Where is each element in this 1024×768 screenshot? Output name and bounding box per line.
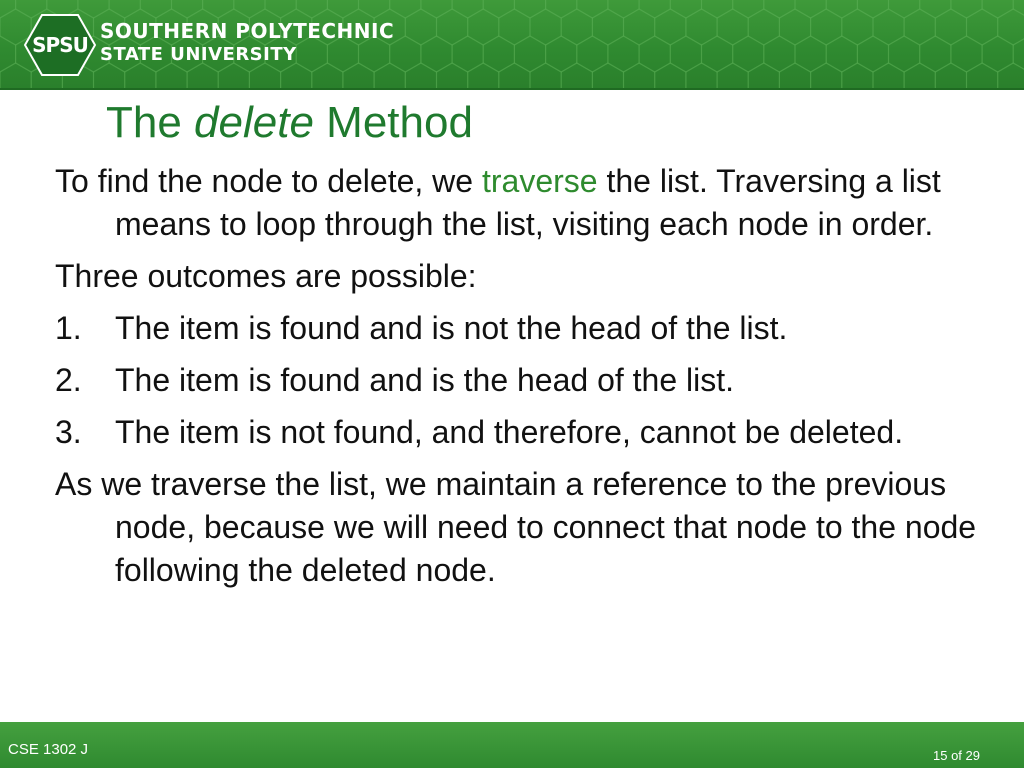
hexagon-shape [421,0,452,18]
hexagon-shape [561,63,592,90]
outcome-text: The item is not found, and therefore, cannot be deleted. [115,414,904,450]
hexagon-shape [468,9,499,45]
hexagon-shape [795,0,826,18]
hexagon-shape [811,9,842,45]
hexagon-shape [920,0,951,18]
hexagon-shape [452,36,483,72]
hexagon-shape [873,9,904,45]
hexagon-shape [889,0,920,18]
intro-text-start: To find the node to delete, we [55,163,482,199]
hexagon-shape [172,0,203,18]
hexagon-shape [624,9,655,45]
hexagon-shape [530,9,561,45]
hexagon-shape [748,63,779,90]
hexagon-shape [452,0,483,18]
university-name-line1: SOUTHERN POLYTECHNIC [100,19,395,43]
hexagon-shape [249,63,280,90]
hexagon-shape [717,9,748,45]
hexagon-shape [514,0,545,18]
hexagon-shape [187,63,218,90]
outcome-number: 3. [55,414,82,450]
hexagon-shape [546,36,577,72]
hexagon-shape [483,0,514,18]
hexagon-shape [483,36,514,72]
hexagon-shape [109,0,140,18]
hexagon-shape [655,63,686,90]
hexagon-shape [265,0,296,18]
hexagon-shape [546,0,577,18]
hexagon-shape [686,63,717,90]
hexagon-shape [670,36,701,72]
hexagon-shape [982,0,1013,18]
title-emphasis: delete [194,98,314,147]
intro-text-end: the list. Traversing a list means to loop through the list, visiting each node in order. [115,163,941,242]
hexagon-shape [390,36,421,72]
hexagon-shape [764,0,795,18]
hexagon-shape [437,9,468,45]
outcome-item-3 [55,411,985,454]
hexagon-shape [639,36,670,72]
hexagon-shape [530,63,561,90]
hexagon-shape [857,36,888,72]
hexagon-shape [359,0,390,18]
outcome-number: 1. [55,310,82,346]
hexagon-shape [811,63,842,90]
hexagon-shape [94,63,125,90]
title-prefix: The [106,98,195,147]
hexagon-shape [281,63,312,90]
outcome-item-2 [55,359,985,402]
header-divider [0,88,1024,90]
hexagon-shape [1013,0,1024,18]
hexagon-shape [998,9,1024,45]
intro-paragraph [55,160,985,246]
hexagon-shape [234,0,265,18]
hexagon-shape [779,9,810,45]
hexagon-shape [967,9,998,45]
hexagon-shape [842,63,873,90]
hexagon-shape [904,9,935,45]
outcome-text: The item is found and is not the head of the list. [115,310,788,346]
hexagon-shape [889,36,920,72]
hexagon-shape [327,0,358,18]
title-suffix: Method [313,98,473,147]
hexagon-shape [0,36,16,72]
university-name [100,20,394,66]
hexagon-shape [125,63,156,90]
hexagon-shape [795,36,826,72]
hexagon-shape [312,63,343,90]
logo-text: SPSU [32,33,88,57]
outcomes-lead: Three outcomes are possible: [55,258,477,294]
hexagon-shape [873,63,904,90]
footer-bar [0,722,1024,768]
hexagon-shape [670,0,701,18]
hexagon-shape [998,63,1024,90]
hexagon-shape [702,36,733,72]
hexagon-shape [343,63,374,90]
hexagon-shape [499,9,530,45]
hexagon-shape [608,36,639,72]
hexagon-shape [655,9,686,45]
hexagon-shape [967,63,998,90]
hexagon-shape [639,0,670,18]
hexagon-shape [592,9,623,45]
hexagon-shape [140,0,171,18]
slide-title [106,96,473,150]
hexagon-shape [0,0,16,18]
hexagon-shape [499,63,530,90]
hexagon-shape [733,36,764,72]
hexagon-shape [624,63,655,90]
hexagon-shape [405,9,436,45]
hexagon-shape [296,0,327,18]
hexagon-shape [608,0,639,18]
hexagon-shape [514,36,545,72]
hexagon-shape [779,63,810,90]
hexagon-shape [826,0,857,18]
hexagon-shape [374,63,405,90]
header-bar [0,0,1024,90]
hexagon-shape [437,63,468,90]
hexagon-shape [935,63,966,90]
hexagon-shape [764,36,795,72]
outcome-text: The item is found and is the head of the list. [115,362,735,398]
slide-body [55,160,985,601]
hexagon-shape [733,0,764,18]
hexagon-shape [421,36,452,72]
hexagon-shape [857,0,888,18]
page-indicator: 15 of 29 [933,748,980,763]
hexagon-shape [218,63,249,90]
hexagon-shape [717,63,748,90]
closing-paragraph: As we traverse the list, we maintain a reference to the previous node, because we will need to connect that node to the node following the deleted node. [55,466,977,588]
hexagon-shape [468,63,499,90]
hexagon-shape [951,36,982,72]
hexagon-shape [561,9,592,45]
hexagon-shape [592,63,623,90]
university-name-line2: STATE UNIVERSITY [100,44,297,65]
hexagon-shape [935,9,966,45]
hexagon-shape [686,9,717,45]
hexagon-shape [904,63,935,90]
hexagon-shape [842,9,873,45]
traverse-keyword: traverse [481,163,598,199]
hexagon-shape [826,36,857,72]
hexagon-shape [156,63,187,90]
hexagon-shape [702,0,733,18]
hexagon-shape [920,36,951,72]
outcome-item-1 [55,307,985,350]
hexagon-shape [390,0,421,18]
hexagon-shape [203,0,234,18]
hexagon-shape [982,36,1013,72]
hexagon-shape [748,9,779,45]
outcome-number: 2. [55,362,82,398]
hexagon-shape [577,36,608,72]
hexagon-shape [405,63,436,90]
course-label: CSE 1302 J [8,741,89,758]
hexagon-shape [951,0,982,18]
hexagon-shape [577,0,608,18]
